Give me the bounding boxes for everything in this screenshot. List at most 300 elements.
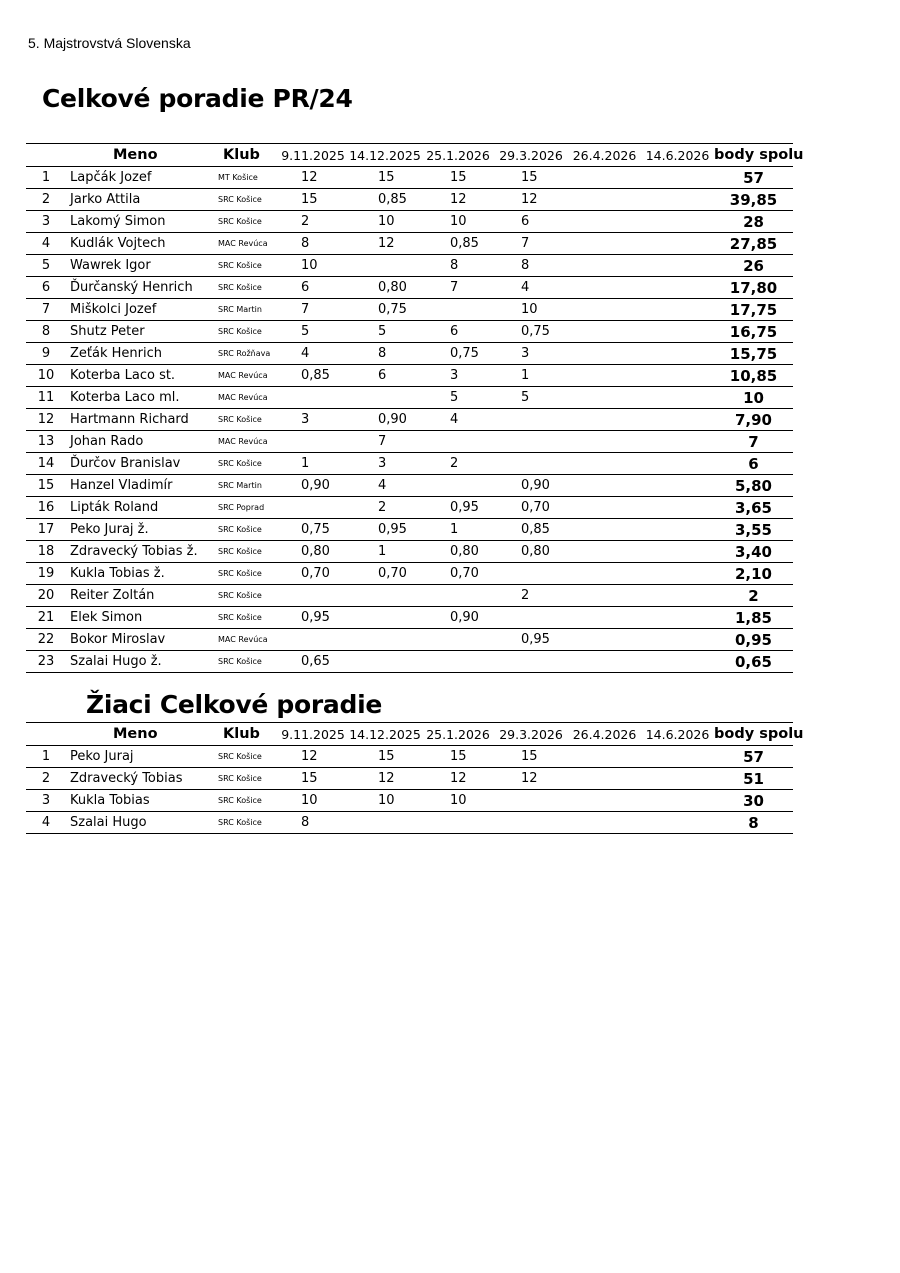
score-cell [278, 629, 348, 651]
score-cell [641, 189, 714, 211]
score-cell: 1 [378, 544, 387, 559]
table-row [26, 585, 793, 607]
col-total-header: body spolu [714, 147, 804, 163]
score-cell [641, 812, 714, 834]
score-cell: 4 [450, 412, 459, 427]
col-rank-header [26, 723, 66, 746]
score-cell [494, 431, 568, 453]
score-cell: 10 [378, 214, 395, 229]
score-cell [641, 768, 714, 790]
score-cell: 15 [450, 749, 467, 764]
name-cell: Hartmann Richard [70, 412, 189, 427]
score-cell [568, 651, 641, 673]
score-cell [641, 651, 714, 673]
table-row [26, 409, 793, 431]
score-cell [422, 629, 494, 651]
col-date6-header: 14.6.2026 [645, 147, 710, 163]
col-name-header: Meno [113, 147, 158, 163]
table-row [26, 453, 793, 475]
club-cell: SRC Košice [218, 217, 262, 226]
name-cell: Peko Juraj [70, 749, 134, 764]
name-cell: Peko Juraj ž. [70, 522, 149, 537]
score-cell [422, 299, 494, 321]
score-cell: 0,90 [301, 478, 330, 493]
club-cell: MAC Revúca [218, 393, 268, 402]
total-cell: 16,75 [729, 322, 778, 341]
score-cell [278, 431, 348, 453]
score-cell: 12 [450, 192, 467, 207]
score-cell: 6 [450, 324, 459, 339]
score-cell [348, 812, 422, 834]
score-cell: 15 [301, 192, 318, 207]
score-cell [568, 233, 641, 255]
score-cell: 1 [521, 368, 530, 383]
total-cell: 6 [748, 454, 759, 473]
score-cell [641, 790, 714, 812]
table-header-row [26, 723, 793, 746]
score-cell: 12 [301, 170, 318, 185]
score-cell [568, 299, 641, 321]
club-cell: SRC Košice [218, 774, 262, 783]
score-cell [278, 497, 348, 519]
score-cell [568, 321, 641, 343]
name-cell: Reiter Zoltán [70, 588, 155, 603]
rank-cell: 16 [37, 500, 55, 515]
name-cell: Hanzel Vladimír [70, 478, 173, 493]
total-cell: 2 [748, 586, 759, 605]
table-row [26, 563, 793, 585]
score-cell: 0,85 [450, 236, 479, 251]
score-cell: 12 [521, 771, 538, 786]
score-cell: 15 [521, 749, 538, 764]
name-cell: Ďurčanský Henrich [70, 280, 193, 295]
table-row [26, 365, 793, 387]
score-cell [641, 365, 714, 387]
col-club-header: Klub [223, 726, 260, 742]
score-cell [494, 790, 568, 812]
score-cell [641, 167, 714, 189]
name-cell: Miškolci Jozef [70, 302, 157, 317]
score-cell [641, 585, 714, 607]
club-cell: SRC Košice [218, 818, 262, 827]
rank-cell: 11 [37, 390, 55, 405]
score-cell: 15 [378, 749, 395, 764]
score-cell: 8 [301, 236, 310, 251]
score-cell: 0,70 [450, 566, 479, 581]
table-header-row [26, 144, 793, 167]
total-cell: 3,65 [734, 498, 772, 517]
total-cell: 26 [743, 256, 764, 275]
table-row [26, 790, 793, 812]
score-cell: 0,90 [521, 478, 550, 493]
score-cell [568, 343, 641, 365]
score-cell [641, 453, 714, 475]
score-cell: 3 [378, 456, 387, 471]
rank-cell: 3 [41, 214, 51, 229]
total-cell: 3,55 [734, 520, 772, 539]
score-cell: 12 [450, 771, 467, 786]
score-cell [494, 607, 568, 629]
score-cell: 0,75 [378, 302, 407, 317]
rank-cell: 21 [37, 610, 55, 625]
rank-cell: 23 [37, 654, 55, 669]
table-row [26, 541, 793, 563]
score-cell: 12 [301, 749, 318, 764]
club-cell: SRC Košice [218, 261, 262, 270]
total-cell: 57 [743, 168, 764, 187]
rank-cell: 8 [41, 324, 51, 339]
club-cell: SRC Košice [218, 591, 262, 600]
table-row [26, 431, 793, 453]
rank-cell: 6 [41, 280, 51, 295]
club-cell: MAC Revúca [218, 437, 268, 446]
score-cell [641, 431, 714, 453]
rank-cell: 22 [37, 632, 55, 647]
col-date3-header: 25.1.2026 [426, 147, 490, 163]
score-cell: 12 [378, 236, 395, 251]
score-cell: 1 [301, 456, 310, 471]
name-cell: Bokor Miroslav [70, 632, 166, 647]
total-cell: 30 [743, 791, 764, 810]
score-cell [568, 277, 641, 299]
total-cell: 17,80 [729, 278, 778, 297]
score-cell: 8 [301, 815, 310, 830]
score-cell: 12 [378, 771, 395, 786]
score-cell: 8 [378, 346, 387, 361]
club-cell: SRC Košice [218, 525, 262, 534]
name-cell: Koterba Laco st. [70, 368, 176, 383]
score-cell [278, 585, 348, 607]
score-cell [641, 321, 714, 343]
rank-cell: 3 [41, 793, 51, 808]
score-cell: 0,85 [521, 522, 550, 537]
col-date1-header: 9.11.2025 [281, 147, 345, 163]
col-total-header: body spolu [714, 726, 804, 742]
score-cell [568, 365, 641, 387]
name-cell: Lapčák Jozef [70, 170, 152, 185]
score-cell [641, 409, 714, 431]
score-cell [568, 409, 641, 431]
name-cell: Kudlák Vojtech [70, 236, 166, 251]
total-cell: 3,40 [734, 542, 772, 561]
col-date6-header: 14.6.2026 [645, 726, 710, 742]
col-date3-header: 25.1.2026 [426, 726, 490, 742]
score-cell: 8 [450, 258, 459, 273]
total-cell: 1,85 [734, 608, 772, 627]
table-row [26, 497, 793, 519]
club-cell: SRC Martin [218, 481, 262, 490]
score-cell: 0,75 [521, 324, 550, 339]
score-cell: 3 [450, 368, 459, 383]
section-title-overall: Celkové poradie PR/24 [42, 84, 353, 113]
score-cell: 15 [521, 170, 538, 185]
score-cell [348, 387, 422, 409]
section-title-juniors: Žiaci Celkové poradie [86, 690, 383, 719]
col-rank-header [26, 144, 66, 167]
total-cell: 51 [743, 769, 764, 788]
col-date5-header: 26.4.2026 [572, 147, 637, 163]
score-cell: 0,90 [378, 412, 407, 427]
total-cell: 27,85 [729, 234, 778, 253]
table-row [26, 607, 793, 629]
name-cell: Zeťák Henrich [70, 346, 162, 361]
table-row [26, 343, 793, 365]
score-cell [641, 563, 714, 585]
score-cell: 1 [450, 522, 459, 537]
name-cell: Kukla Tobias ž. [70, 566, 165, 581]
score-cell [348, 629, 422, 651]
club-cell: SRC Košice [218, 459, 262, 468]
juniors-standings-table [26, 722, 804, 834]
score-cell [641, 255, 714, 277]
score-cell [641, 277, 714, 299]
score-cell: 0,85 [301, 368, 330, 383]
table-row [26, 768, 793, 790]
score-cell [568, 541, 641, 563]
score-cell [641, 746, 714, 768]
rank-cell: 14 [37, 456, 55, 471]
total-cell: 2,10 [734, 564, 772, 583]
club-cell: SRC Košice [218, 195, 262, 204]
score-cell: 5 [450, 390, 459, 405]
score-cell [494, 563, 568, 585]
rank-cell: 13 [37, 434, 55, 449]
name-cell: Zdravecký Tobias [70, 771, 183, 786]
name-cell: Szalai Hugo ž. [70, 654, 162, 669]
score-cell: 6 [301, 280, 310, 295]
club-cell: SRC Košice [218, 796, 262, 805]
score-cell: 0,95 [521, 632, 550, 647]
score-cell [568, 189, 641, 211]
club-cell: SRC Košice [218, 613, 262, 622]
score-cell [568, 790, 641, 812]
club-cell: MT Košice [218, 173, 258, 182]
score-cell: 3 [521, 346, 530, 361]
score-cell [641, 629, 714, 651]
score-cell: 15 [301, 771, 318, 786]
score-cell: 0,75 [301, 522, 330, 537]
score-cell: 0,65 [301, 654, 330, 669]
rank-cell: 4 [41, 815, 51, 830]
score-cell [494, 812, 568, 834]
score-cell: 0,85 [378, 192, 407, 207]
score-cell [568, 746, 641, 768]
score-cell: 0,95 [450, 500, 479, 515]
score-cell: 0,80 [378, 280, 407, 295]
score-cell [422, 475, 494, 497]
score-cell: 5 [378, 324, 387, 339]
score-cell: 0,70 [378, 566, 407, 581]
score-cell: 10 [450, 793, 467, 808]
score-cell: 2 [521, 588, 530, 603]
name-cell: Koterba Laco ml. [70, 390, 180, 405]
score-cell [494, 409, 568, 431]
score-cell [641, 387, 714, 409]
score-cell: 4 [378, 478, 387, 493]
score-cell [348, 255, 422, 277]
total-cell: 17,75 [729, 300, 778, 319]
total-cell: 7 [748, 432, 759, 451]
table-row [26, 746, 793, 768]
total-cell: 10 [743, 388, 764, 407]
table-row [26, 629, 793, 651]
score-cell [422, 651, 494, 673]
club-cell: SRC Poprad [218, 503, 265, 512]
overall-standings-table [26, 143, 804, 673]
club-cell: SRC Košice [218, 657, 262, 666]
score-cell: 6 [521, 214, 530, 229]
table-row [26, 167, 793, 189]
col-date4-header: 29.3.2026 [499, 726, 563, 742]
score-cell [568, 167, 641, 189]
score-cell: 0,95 [378, 522, 407, 537]
score-cell [568, 519, 641, 541]
score-cell [641, 211, 714, 233]
name-cell: Kukla Tobias [70, 793, 150, 808]
score-cell [641, 299, 714, 321]
score-cell: 0,80 [301, 544, 330, 559]
score-cell [422, 585, 494, 607]
score-cell: 15 [378, 170, 395, 185]
score-cell: 4 [521, 280, 530, 295]
rank-cell: 7 [41, 302, 51, 317]
score-cell: 2 [450, 456, 459, 471]
score-cell: 0,70 [301, 566, 330, 581]
rank-cell: 1 [41, 170, 51, 185]
score-cell [494, 651, 568, 673]
score-cell [641, 233, 714, 255]
score-cell: 12 [521, 192, 538, 207]
total-cell: 57 [743, 747, 764, 766]
score-cell [568, 812, 641, 834]
score-cell: 6 [378, 368, 387, 383]
total-cell: 0,95 [734, 630, 772, 649]
total-cell: 5,80 [734, 476, 772, 495]
total-cell: 0,65 [734, 652, 772, 671]
score-cell: 10 [521, 302, 538, 317]
name-cell: Zdravecký Tobias ž. [70, 544, 198, 559]
score-cell: 8 [521, 258, 530, 273]
col-name-header: Meno [113, 726, 158, 742]
name-cell: Johan Rado [70, 434, 144, 449]
club-cell: SRC Košice [218, 327, 262, 336]
rank-cell: 9 [41, 346, 51, 361]
score-cell: 10 [301, 793, 318, 808]
table-row [26, 475, 793, 497]
score-cell: 15 [450, 170, 467, 185]
score-cell: 0,80 [521, 544, 550, 559]
rank-cell: 1 [41, 749, 51, 764]
score-cell: 4 [301, 346, 310, 361]
club-cell: SRC Rožňava [218, 349, 271, 358]
total-cell: 15,75 [729, 344, 778, 363]
score-cell: 2 [378, 500, 387, 515]
total-cell: 10,85 [729, 366, 778, 385]
club-cell: SRC Košice [218, 415, 262, 424]
score-cell: 0,70 [521, 500, 550, 515]
score-cell: 0,90 [450, 610, 479, 625]
name-cell: Szalai Hugo [70, 815, 147, 830]
total-cell: 8 [748, 813, 759, 832]
table-row [26, 651, 793, 673]
score-cell [568, 585, 641, 607]
rank-cell: 15 [37, 478, 55, 493]
score-cell: 0,75 [450, 346, 479, 361]
col-club-header: Klub [223, 147, 260, 163]
score-cell [568, 563, 641, 585]
col-date2-header: 14.12.2025 [349, 147, 421, 163]
col-date2-header: 14.12.2025 [349, 726, 421, 742]
club-cell: SRC Košice [218, 569, 262, 578]
score-cell [568, 431, 641, 453]
score-cell [641, 607, 714, 629]
rank-cell: 18 [37, 544, 55, 559]
score-cell: 10 [301, 258, 318, 273]
score-cell: 7 [378, 434, 387, 449]
name-cell: Jarko Attila [70, 192, 141, 207]
score-cell: 0,95 [301, 610, 330, 625]
score-cell [641, 519, 714, 541]
score-cell: 2 [301, 214, 310, 229]
score-cell [641, 497, 714, 519]
club-cell: MAC Revúca [218, 239, 268, 248]
total-cell: 7,90 [734, 410, 772, 429]
name-cell: Lipták Roland [70, 500, 159, 515]
name-cell: Lakomý Simon [70, 214, 166, 229]
score-cell: 10 [450, 214, 467, 229]
club-cell: MAC Revúca [218, 635, 268, 644]
table-row [26, 255, 793, 277]
score-cell [422, 812, 494, 834]
score-cell: 3 [301, 412, 310, 427]
total-cell: 39,85 [729, 190, 778, 209]
table-row [26, 189, 793, 211]
score-cell: 7 [301, 302, 310, 317]
score-cell: 5 [521, 390, 530, 405]
score-cell [641, 541, 714, 563]
col-date4-header: 29.3.2026 [499, 147, 563, 163]
rank-cell: 20 [37, 588, 55, 603]
rank-cell: 19 [37, 566, 55, 581]
score-cell [568, 211, 641, 233]
table-row [26, 321, 793, 343]
club-cell: SRC Martin [218, 305, 262, 314]
name-cell: Shutz Peter [70, 324, 145, 339]
table-row [26, 812, 793, 834]
club-cell: SRC Košice [218, 283, 262, 292]
score-cell [568, 768, 641, 790]
rank-cell: 10 [37, 368, 55, 383]
score-cell [568, 607, 641, 629]
score-cell: 7 [521, 236, 530, 251]
score-cell [494, 453, 568, 475]
rank-cell: 12 [37, 412, 55, 427]
table-row [26, 299, 793, 321]
score-cell [568, 629, 641, 651]
page-header: 5. Majstrovstvá Slovenska [28, 35, 191, 51]
rank-cell: 2 [41, 771, 51, 786]
score-cell [568, 387, 641, 409]
score-cell [278, 387, 348, 409]
rank-cell: 5 [41, 258, 51, 273]
name-cell: Ďurčov Branislav [70, 456, 181, 471]
table-row [26, 211, 793, 233]
table-row [26, 387, 793, 409]
score-cell: 5 [301, 324, 310, 339]
score-cell [641, 343, 714, 365]
table-row [26, 233, 793, 255]
col-date1-header: 9.11.2025 [281, 726, 345, 742]
